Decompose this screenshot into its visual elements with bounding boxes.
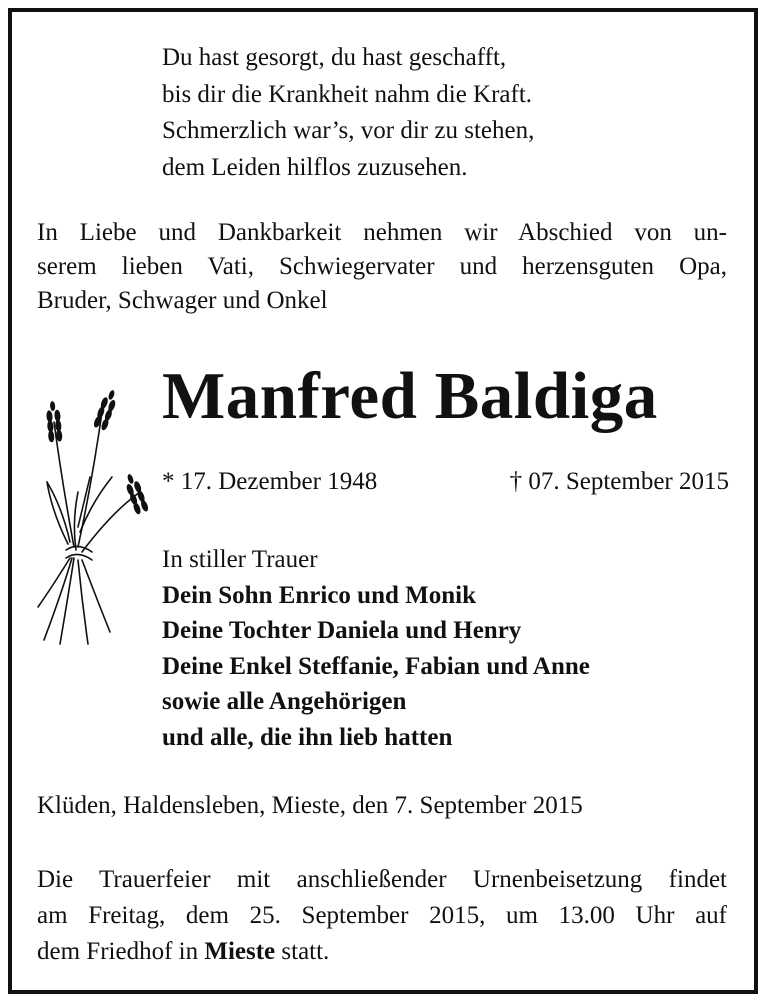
funeral-place: Mieste — [204, 938, 276, 965]
wheat-bundle-icon — [32, 382, 152, 652]
mourner-line: Dein Sohn Enrico und Monik — [162, 581, 476, 609]
birth-date: * 17. Dezember 1948 — [162, 468, 378, 495]
farewell-line: serem lieben Vati, Schwiegervater und herzensguten Opa, — [37, 253, 727, 280]
obituary-notice — [8, 8, 758, 994]
mourner-line: Deine Tochter Daniela und Henry — [162, 617, 522, 644]
place-and-date: Klüden, Haldensleben, Mieste, den 7. September 2015 — [37, 792, 583, 819]
mourners-block — [162, 542, 590, 755]
funeral-line — [37, 934, 727, 970]
poem — [162, 40, 534, 186]
farewell-line: Bruder, Schwager und Onkel — [37, 287, 328, 314]
funeral-text: dem Friedhof in — [37, 938, 205, 965]
mourner-line: Deine Enkel Steffanie, Fabian und Anne — [162, 652, 590, 680]
death-date: † 07. September 2015 — [509, 468, 729, 495]
farewell-line: In Liebe und Dankbarkeit nehmen wir Abschied von un- — [37, 219, 727, 246]
funeral-info — [37, 862, 727, 970]
mourners-intro: In stiller Trauer — [162, 546, 318, 573]
mourner-line: sowie alle Angehörigen — [162, 688, 407, 715]
funeral-line: Die Trauerfeier mit anschließender Urnenbeisetzung findet — [37, 866, 727, 893]
funeral-line: am Freitag, dem 25. September 2015, um 13.00 Uhr auf — [37, 902, 727, 929]
poem-line: Du hast gesorgt, du hast geschafft, — [162, 44, 507, 71]
poem-line: dem Leiden hilflos zuzusehen. — [162, 153, 468, 181]
poem-line: Schmerzlich war’s, vor dir zu stehen, — [162, 117, 535, 144]
farewell-text — [37, 216, 727, 318]
mourner-line: und alle, die ihn lieb hatten — [162, 723, 453, 751]
deceased-name: Manfred Baldiga — [162, 359, 658, 433]
funeral-text: statt. — [275, 938, 330, 965]
poem-line: bis dir die Krankheit nahm die Kraft. — [162, 80, 533, 108]
